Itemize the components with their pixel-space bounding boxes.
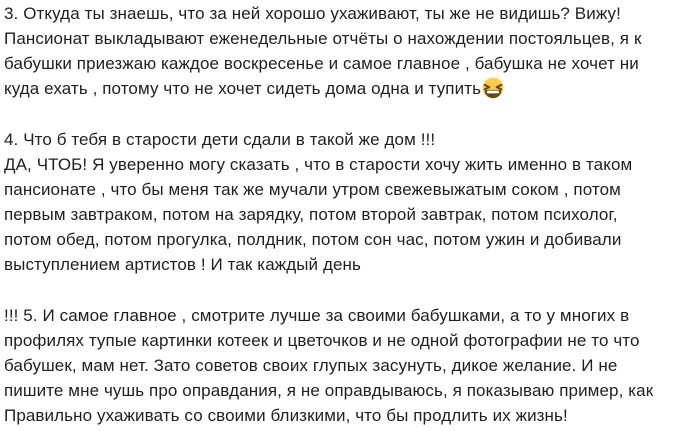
text-line: пишите мне чушь про оправдания, я не оправдываюсь, я показываю пример, как [4, 381, 654, 400]
paragraph-3 [4, 1, 693, 101]
paragraph-5 [4, 303, 693, 428]
paragraph-4 [4, 127, 693, 277]
text-line: 3. Откуда ты знаешь, что за ней хорошо ухаживают, ты же не видишь? Вижу! [4, 4, 621, 23]
text-line: потом обед, потом прогулка, полдник, потом сон час, потом ужин и добивали [4, 230, 622, 249]
text-line: Пансионат выкладывают еженедельные отчёты о нахождении постояльцев, я к [4, 29, 642, 48]
text-line: !!! 5. И самое главное , смотрите лучше за своими бабушками, а то у многих в [4, 306, 630, 325]
text-line: ДА, ЧТОБ! Я уверенно могу сказать , что в старости хочу жить именно в таком [4, 155, 633, 174]
text-line: бабушки приезжаю каждое воскресенье и самое главное , бабушка не хочет ни [4, 54, 639, 73]
text-line: 4. Что б тебя в старости дети сдали в такой же дом !!! [4, 130, 436, 149]
laughing-emoji-icon [482, 77, 504, 99]
text-line-with-emoji [4, 76, 693, 101]
text-line: бабушек, мам нет. Зато советов своих глупых засунуть, дикое желание. И не [4, 356, 618, 375]
text-line: куда ехать , потому что не хочет сидеть дома одна и тупить [4, 79, 482, 98]
text-line: Правильно ухаживать со своими близкими, что бы продлить их жизнь! [4, 406, 568, 425]
text-line: профилях тупые картинки котеек и цветочков и не одной фотографии не то что [4, 331, 640, 350]
text-line: выступлением артистов ! И так каждый день [4, 255, 361, 274]
text-line: первым завтраком, потом на зарядку, потом второй завтрак, потом психолог, [4, 205, 618, 224]
text-line: пансионате , что бы меня так же мучали утром свежевыжатым соком , потом [4, 180, 621, 199]
